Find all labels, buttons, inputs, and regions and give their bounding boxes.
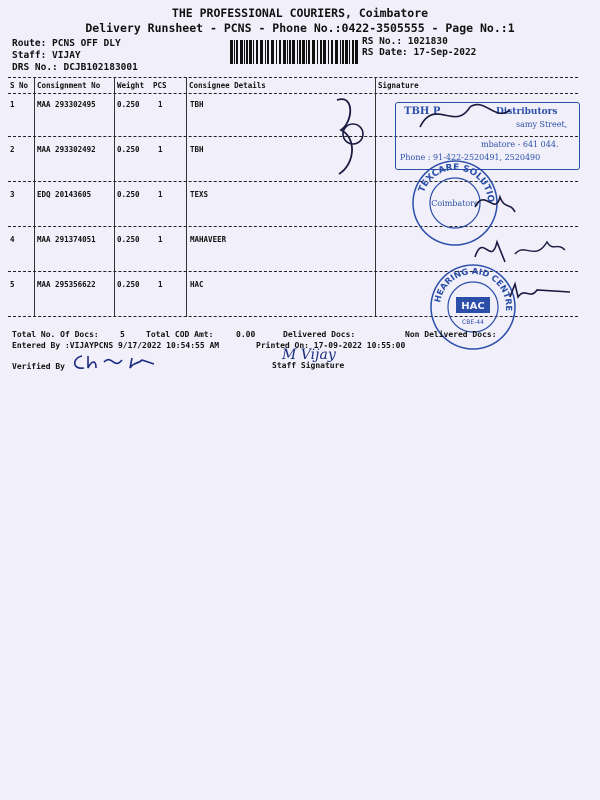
row-pcs: 1 <box>158 235 163 244</box>
hac-center-text: HAC <box>461 301 485 312</box>
row-pcs: 1 <box>158 280 163 289</box>
drs-number: DRS No.: DCJB102183001 <box>12 62 138 73</box>
barcode-bar <box>265 40 266 64</box>
printed-on: Printed On: 17-09-2022 10:55:00 <box>256 341 406 350</box>
row-consignee: TBH <box>190 145 204 154</box>
row-consignment: MAA 293302495 <box>37 100 96 109</box>
barcode-bar <box>323 40 326 64</box>
texcare-ring-text: TEXCARE SOLUTIO <box>417 162 496 204</box>
barcode <box>230 40 358 64</box>
texcare-center-text: Coimbatore <box>431 199 479 208</box>
barcode-bar <box>271 40 274 64</box>
row-weight: 0.250 <box>117 100 140 109</box>
row-sno: 2 <box>10 145 15 154</box>
verified-by-label: Verified By <box>12 362 65 371</box>
col-header-pcs: PCS <box>153 81 167 90</box>
row-pcs: 1 <box>158 100 163 109</box>
barcode-bar <box>352 40 354 64</box>
entered-by: Entered By :VIJAYPCNS 9/17/2022 10:54:55 AM <box>12 341 220 350</box>
delivered-docs-label: Delivered Docs: <box>283 330 356 339</box>
row-sno: 1 <box>10 100 15 109</box>
barcode-bar <box>355 40 358 64</box>
row-pcs: 1 <box>158 145 163 154</box>
route-label: Route: PCNS OFF DLY <box>12 38 121 49</box>
barcode-bar <box>240 40 243 64</box>
barcode-bar <box>317 40 318 64</box>
row-consignment: MAA 293302492 <box>37 145 96 154</box>
row-consignee: MAHAVEER <box>190 235 227 244</box>
barcode-bar <box>289 40 291 64</box>
barcode-bar <box>244 40 245 64</box>
row-consignment: MAA 291374051 <box>37 235 96 244</box>
barcode-bar <box>328 40 329 64</box>
barcode-bar <box>345 40 348 64</box>
barcode-bar <box>236 40 238 64</box>
staff-signature-label: Staff Signature <box>272 361 345 370</box>
barcode-bar <box>260 40 263 64</box>
barcode-bar <box>335 40 338 64</box>
total-docs-value: 5 <box>120 330 125 339</box>
document-title: THE PROFESSIONAL COURIERS, Coimbatore <box>171 6 429 20</box>
rs-number: RS No.: 1021830 <box>362 36 448 47</box>
cod-label: Total COD Amt: <box>146 330 214 339</box>
barcode-bar <box>283 40 286 64</box>
col-header-weight: Weight <box>117 81 145 90</box>
row-sno: 5 <box>10 280 15 289</box>
barcode-bar <box>249 40 252 64</box>
barcode-bar <box>299 40 301 64</box>
barcode-bar <box>302 40 305 64</box>
barcode-bar <box>246 40 248 64</box>
verified-by-signature <box>72 352 162 374</box>
row-weight: 0.250 <box>117 145 140 154</box>
row-sno: 4 <box>10 235 15 244</box>
barcode-bar <box>342 40 344 64</box>
col-header-sno: S No <box>10 81 29 90</box>
barcode-bar <box>279 40 281 64</box>
non-delivered-docs-label: Non Delivered Docs: <box>405 330 497 339</box>
col-header-consignee: Consignee Details <box>189 81 266 90</box>
hac-ring-text: HEARING AID CENTRE <box>433 266 514 312</box>
row-weight: 0.250 <box>117 190 140 199</box>
row-consignment: MAA 295356622 <box>37 280 96 289</box>
row-consignment: EDQ 20143605 <box>37 190 92 199</box>
row-weight: 0.250 <box>117 235 140 244</box>
staff-label: Staff: VIJAY <box>12 50 81 61</box>
row-consignee: TBH <box>190 100 204 109</box>
barcode-bar <box>320 40 322 64</box>
barcode-bar <box>256 40 258 64</box>
barcode-bar <box>306 40 307 64</box>
staff-signature-handwritten: M Vijay <box>282 347 336 363</box>
col-header-signature: Signature <box>378 81 419 90</box>
tbh-stamp: TBH P Distributors samy Street, mbatore - 641 044. Phone : 91-422-2520491, 2520490 <box>395 102 580 170</box>
barcode-bar <box>292 40 295 64</box>
barcode-bar <box>349 40 350 64</box>
row-weight: 0.250 <box>117 280 140 289</box>
cod-value: 0.00 <box>236 330 256 339</box>
row-consignee: HAC <box>190 280 204 289</box>
barcode-bar <box>287 40 288 64</box>
row-pcs: 1 <box>158 190 163 199</box>
total-docs-label: Total No. Of Docs: <box>12 330 99 339</box>
rs-date: RS Date: 17-Sep-2022 <box>362 47 477 58</box>
barcode-bar <box>230 40 233 64</box>
barcode-bar <box>253 40 254 64</box>
barcode-bar <box>312 40 315 64</box>
row-consignee: TEXS <box>190 190 209 199</box>
barcode-bar <box>276 40 277 64</box>
col-header-consignment: Consignment No <box>37 81 101 90</box>
document-subtitle: Delivery Runsheet - PCNS - Phone No.:0422-3505555 - Page No.:1 <box>85 21 515 35</box>
barcode-bar <box>308 40 310 64</box>
hac-sub-text: CBE-44 <box>462 319 484 326</box>
barcode-bar <box>331 40 333 64</box>
barcode-bar <box>340 40 341 64</box>
barcode-bar <box>297 40 298 64</box>
handwritten-signatures <box>325 92 585 322</box>
row-sno: 3 <box>10 190 15 199</box>
barcode-bar <box>267 40 269 64</box>
barcode-bar <box>234 40 235 64</box>
